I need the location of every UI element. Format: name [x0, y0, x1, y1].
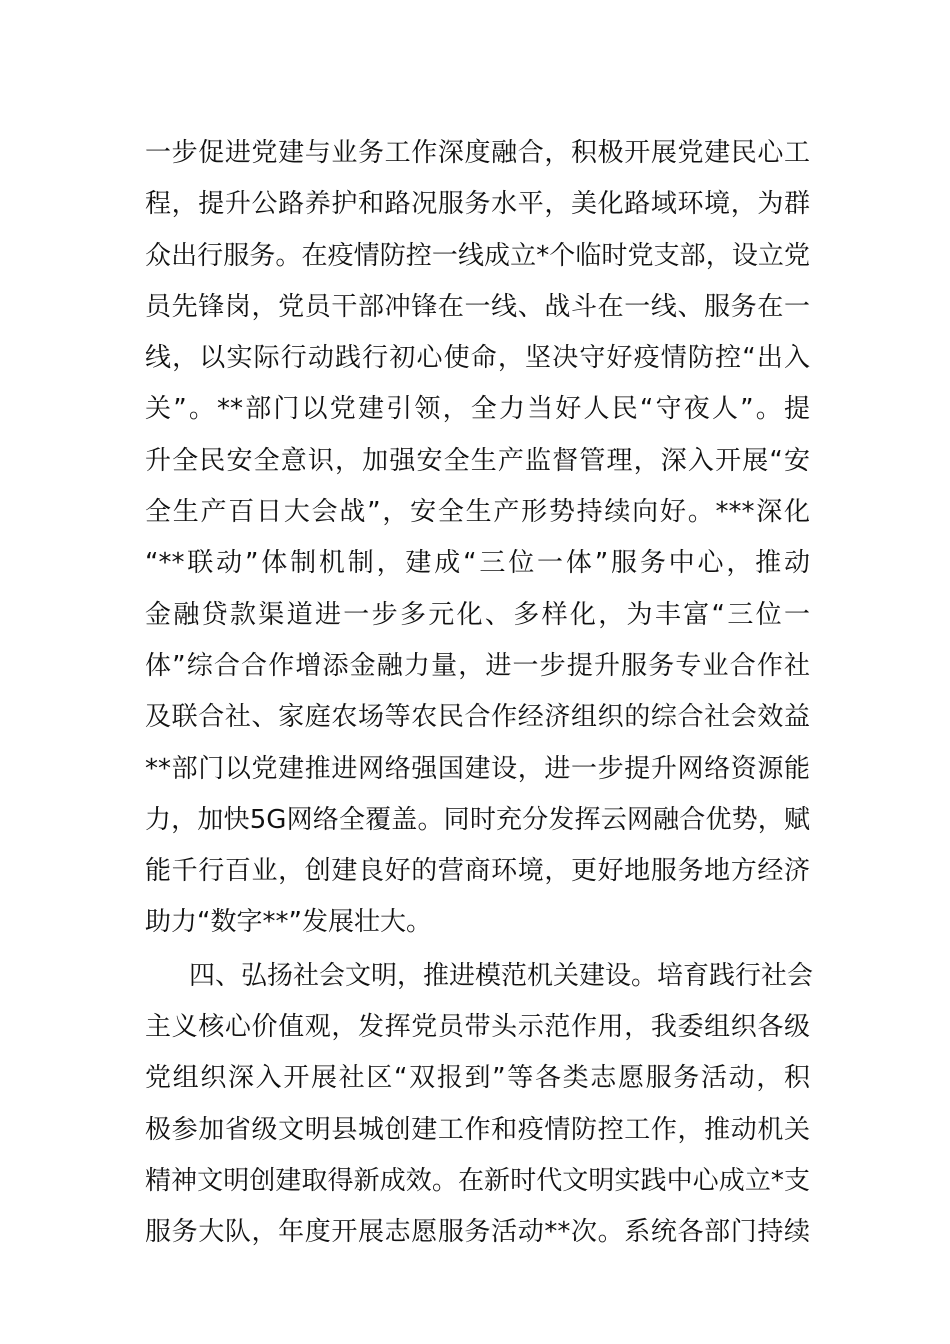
text-line: 众出行服务。在疫情防控一线成立*个临时党支部，设立党: [145, 240, 810, 271]
text-line: 一步促进党建与业务工作深度融合，积极开展党建民心工: [145, 138, 810, 168]
text-line: 金融贷款渠道进一步多元化、多样化，为丰富“三位一: [145, 599, 810, 630]
text-line: 精神文明创建取得新成效。在新时代文明实践中心成立*支: [145, 1165, 810, 1196]
text-line: 全生产百日大会战”，安全生产形势持续向好。***深化: [145, 497, 810, 528]
text-line: “**联动”体制机制，建成“三位一体”服务中心，推动: [145, 548, 810, 579]
text-line: 升全民安全意识，加强安全生产监督管理，深入开展“安: [145, 445, 810, 476]
text-line: 服务大队，年度开展志愿服务活动**次。系统各部门持续: [145, 1217, 810, 1248]
paragraph-four: [145, 951, 814, 1259]
text-line: 关”。**部门以党建引领，全力当好人民“守夜人”。提: [145, 394, 810, 425]
text-line: 四、弘扬社会文明，推进模范机关建设。培育践行社会: [189, 960, 814, 991]
body-text: [145, 128, 814, 1259]
text-line: 及联合社、家庭农场等农民合作经济组织的综合社会效益: [145, 702, 810, 733]
text-line: **部门以党建推进网络强国建设，进一步提升网络资源能: [145, 753, 810, 784]
text-line: 助力“数字**”发展壮大。: [145, 907, 432, 938]
text-line: 程，提升公路养护和路况服务水平，美化路域环境，为群: [145, 189, 810, 220]
text-line: 员先锋岗，党员干部冲锋在一线、战斗在一线、服务在一: [145, 291, 810, 322]
text-line: 线，以实际行动践行初心使命，坚决守好疫情防控“出入: [145, 343, 810, 374]
text-line: 主义核心价值观，发挥党员带头示范作用，我委组织各级: [145, 1012, 810, 1043]
text-line: 能千行百业，创建良好的营商环境，更好地服务地方经济: [145, 856, 810, 887]
text-line: 力，加快5G网络全覆盖。同时充分发挥云网融合优势，赋: [145, 804, 810, 835]
text-line: 极参加省级文明县城创建工作和疫情防控工作，推动机关: [145, 1114, 810, 1145]
paragraph-continued: [145, 128, 810, 949]
text-line: 体”综合合作增添金融力量，进一步提升服务专业合作社: [145, 650, 810, 681]
text-line: 党组织深入开展社区“双报到”等各类志愿服务活动，积: [145, 1063, 810, 1094]
